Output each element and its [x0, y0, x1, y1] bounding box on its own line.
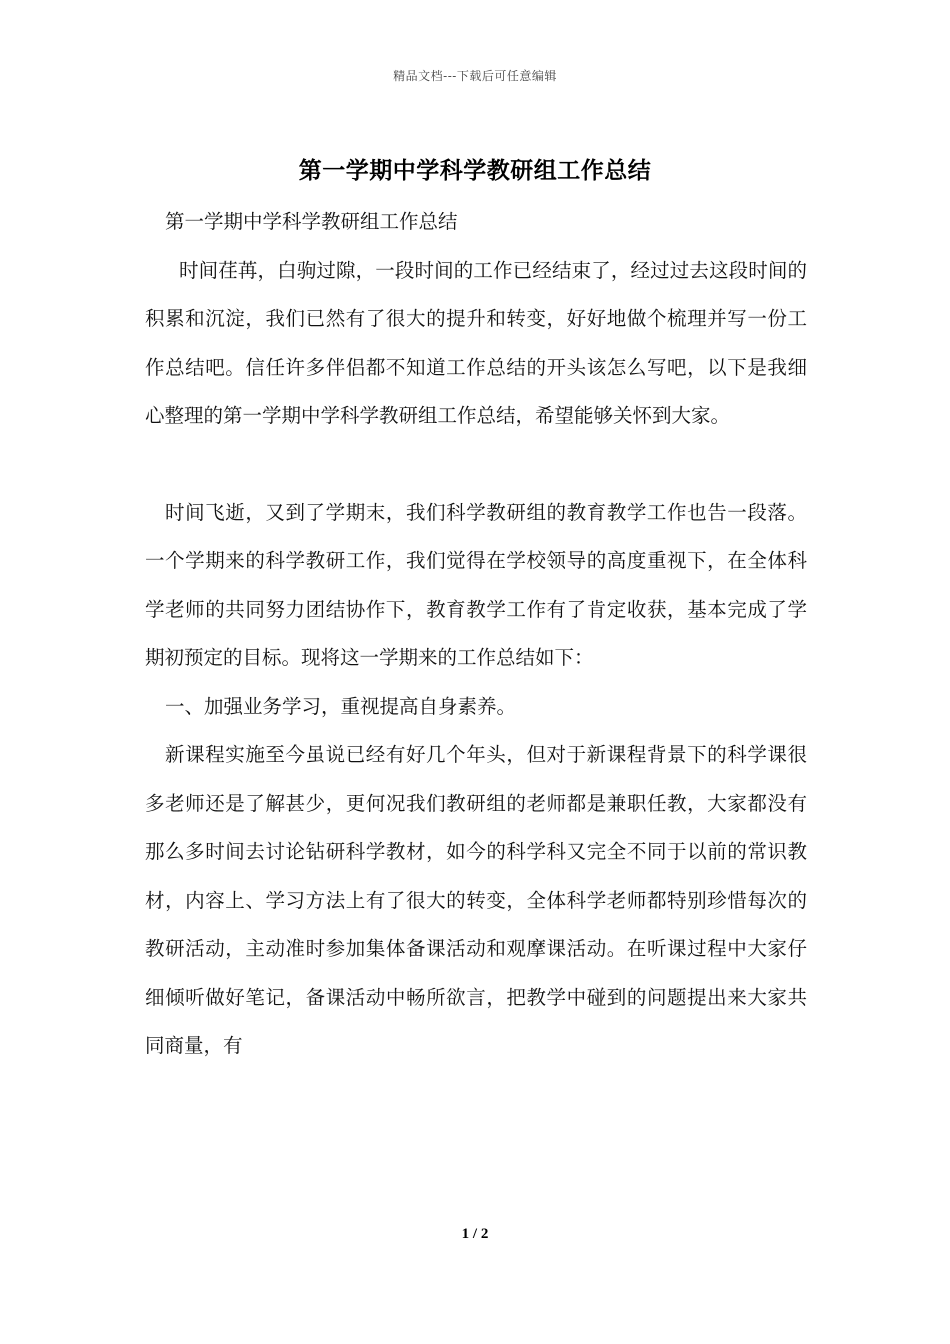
page-number: 1 / 2: [461, 1226, 489, 1242]
document-body: [145, 198, 807, 1071]
intro-paragraph: 时间荏苒，白驹过隙，一段时间的工作已经结束了，经过过去这段时间的积累和沉淀，我们已然有了很大的提升和转变，好好地做个梳理并写一份工作总结吧。信任许多伴侣都不知道工作总结的开头该怎么写吧，以下是我细心整理的第一学期中学科学教研组工作总结，希望能够关怀到大家。: [145, 258, 807, 427]
section-paragraph: 新课程实施至今虽说已经有好几个年头，但对于新课程背景下的科学课很多老师还是了解甚少，更何况我们教研组的老师都是兼职任教，大家都没有那么多时间去讨论钻研科学教材，如今的科学科又完全不同于以前的常识教材，内容上、学习方法上有了很大的转变，全体科学老师都特别珍惜每次的教研活动，主动准时参加集体备课活动和观摩课活动。在听课过程中大家仔细倾听做好笔记，备课活动中畅所欲言，把教学中碰到的问题提出来大家共同商量，有: [145, 743, 807, 1057]
summary-paragraph: 时间飞逝，又到了学期末，我们科学教研组的教育教学工作也告一段落。一个学期来的科学教研工作，我们觉得在学校领导的高度重视下，在全体科学老师的共同努力团结协作下，教育教学工作有了肯定收获，基本完成了学期初预定的目标。现将这一学期来的工作总结如下：: [145, 500, 807, 669]
paragraph-spacer: [145, 441, 807, 489]
header-note: 精品文档---下载后可任意编辑: [393, 69, 557, 83]
section-heading: 一、加强业务学习，重视提高自身素养。: [165, 694, 517, 718]
document-title: 第一学期中学科学教研组工作总结: [298, 157, 652, 184]
document-subtitle: 第一学期中学科学教研组工作总结: [165, 210, 458, 233]
